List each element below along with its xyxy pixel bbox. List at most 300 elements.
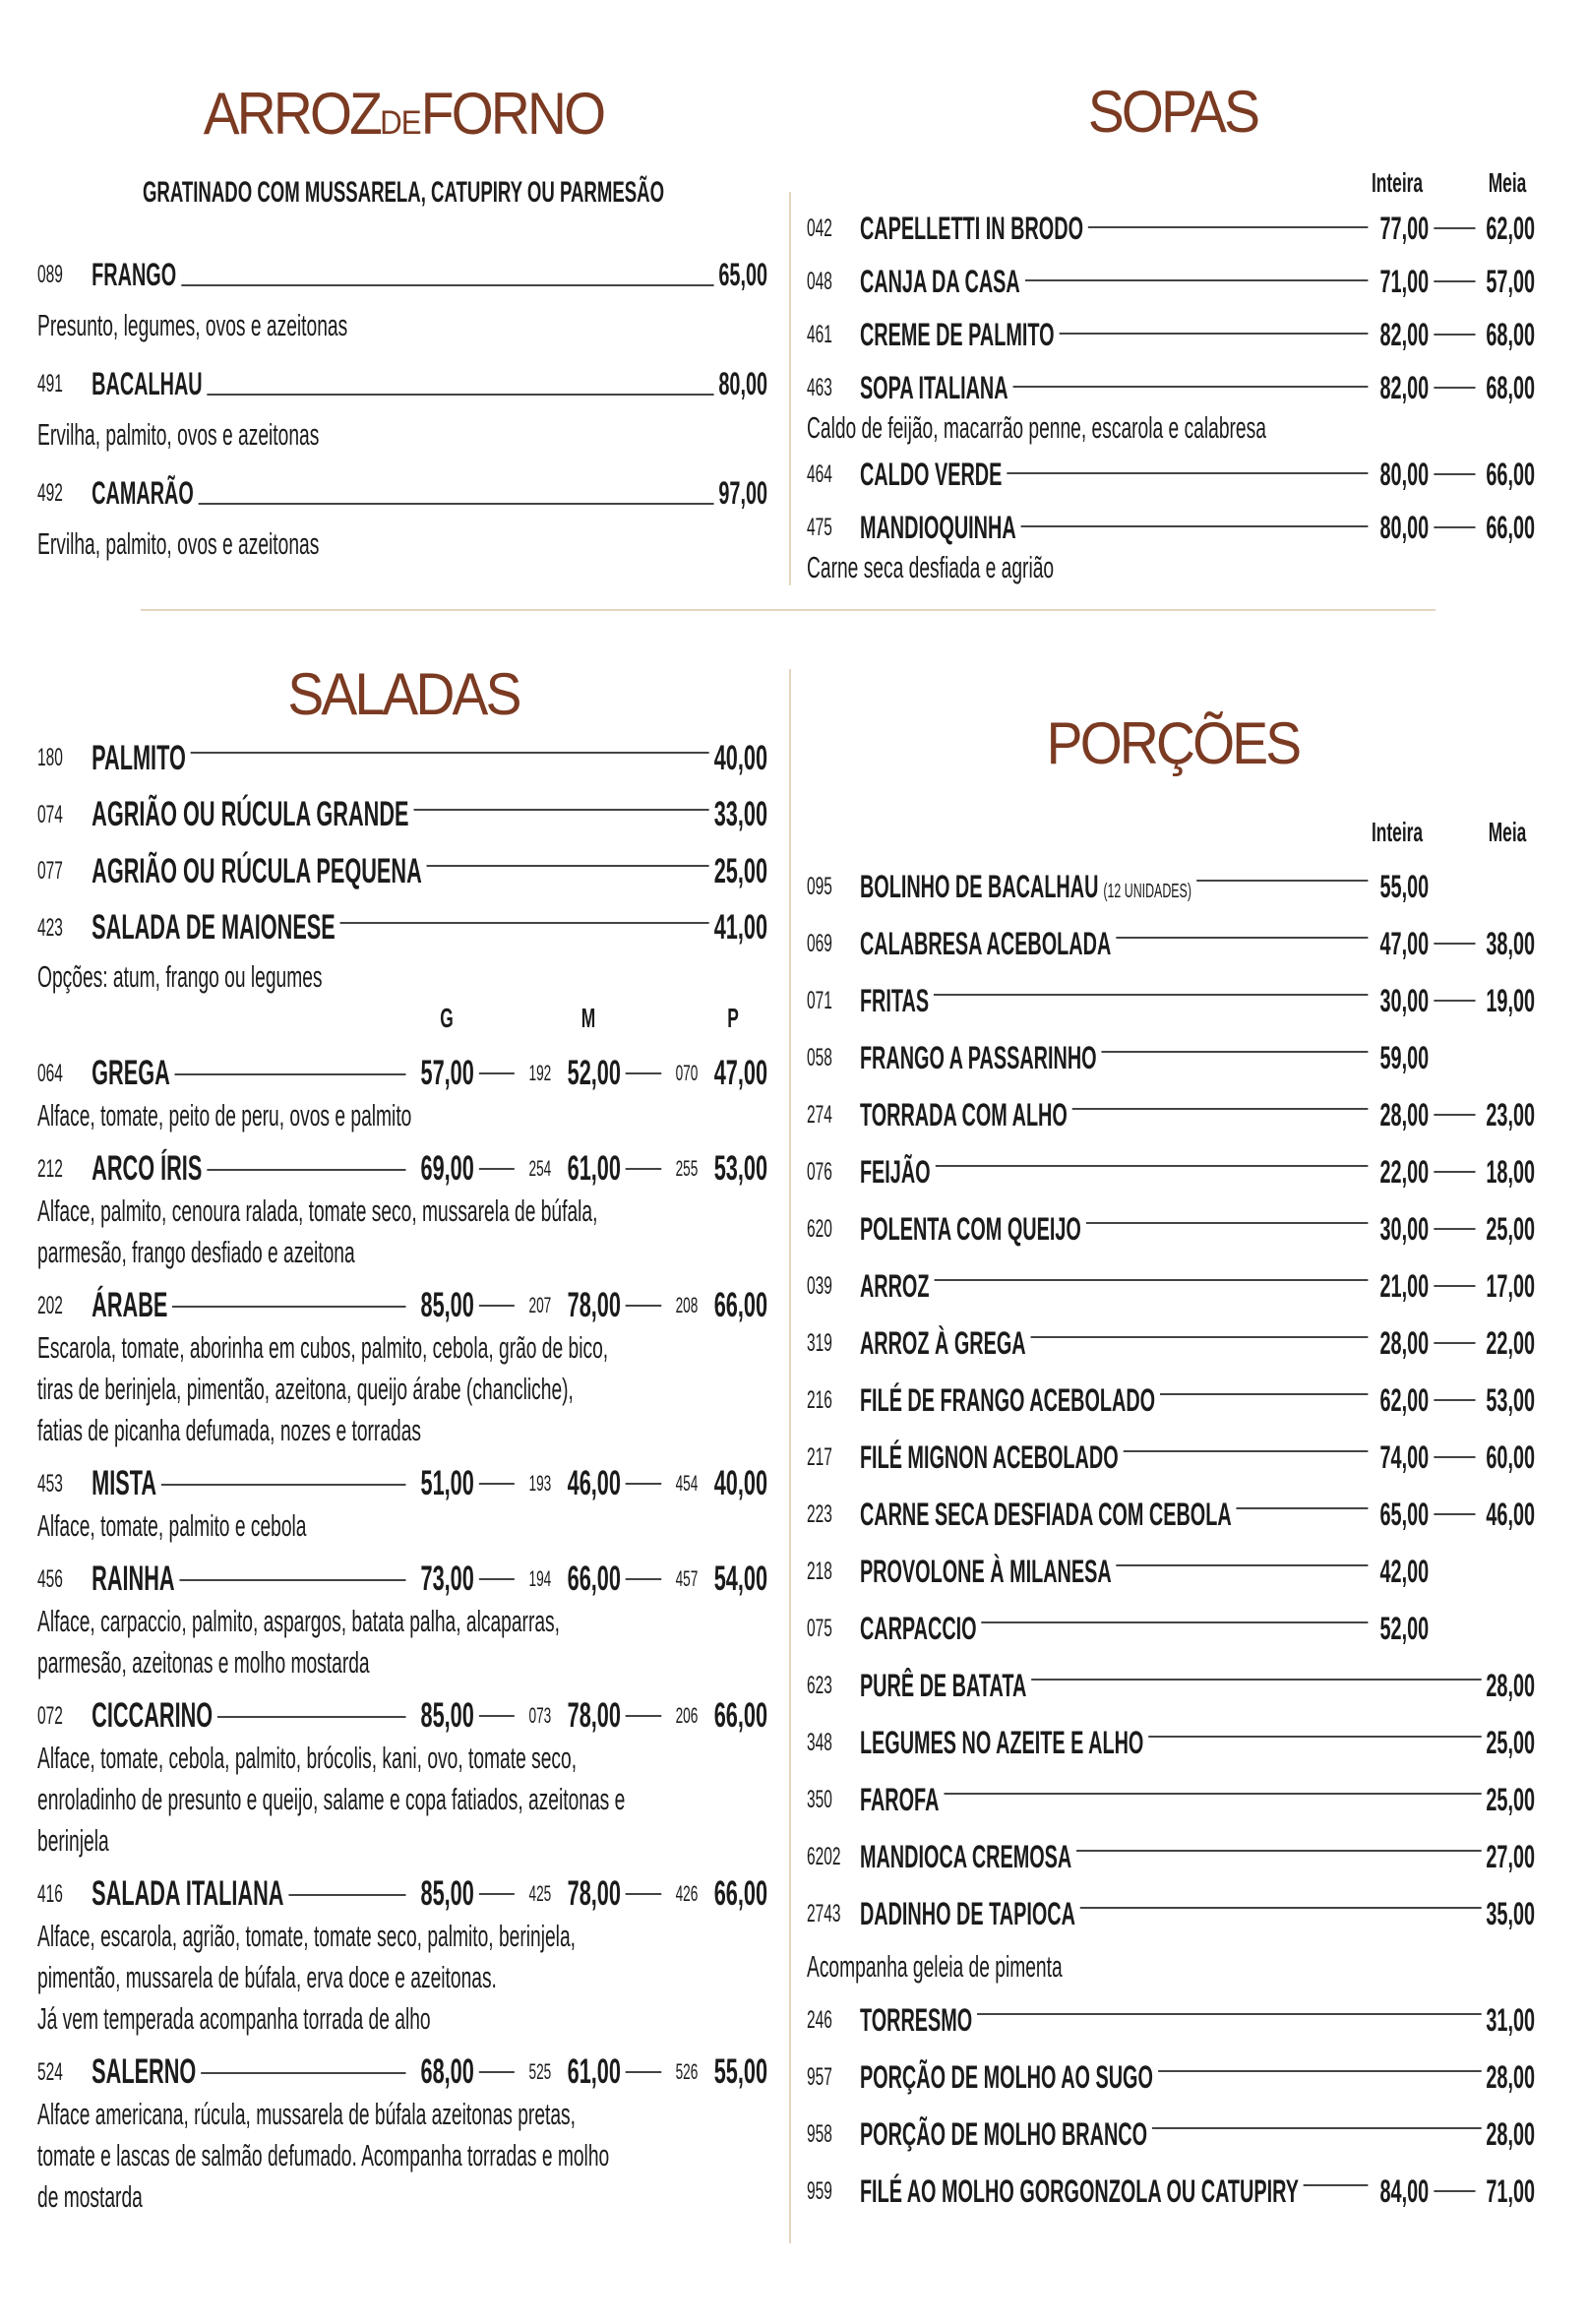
- leader-line: [479, 1893, 515, 1895]
- item-price: 33,00: [713, 795, 768, 834]
- menu-item: [37, 1462, 767, 1547]
- leader-line: [1434, 2190, 1475, 2192]
- menu-item: [37, 1872, 767, 2040]
- leader-line: [181, 263, 713, 286]
- size-m-code: 525: [528, 2059, 552, 2084]
- leader-line: [1007, 451, 1368, 474]
- price-m: 78,00: [567, 1874, 621, 1913]
- item-name: CICCARINO: [92, 1696, 214, 1735]
- leader-line: [1434, 1000, 1475, 1002]
- menu-item: [37, 787, 767, 844]
- meia-group: [1429, 2173, 1535, 2210]
- item-description: Alface, tomate, palmito e cebola: [37, 1508, 307, 1543]
- item-name: [860, 457, 1002, 493]
- arroz-list: [37, 250, 767, 578]
- title-word: FORNO: [420, 81, 604, 147]
- price-meia: 68,00: [1486, 369, 1536, 405]
- price-m: 78,00: [567, 1696, 621, 1735]
- item-row: [807, 2106, 1535, 2163]
- price-inteira: 59,00: [1379, 1039, 1430, 1075]
- leader-line: [1434, 526, 1475, 528]
- title-word: ARROZ: [203, 81, 381, 147]
- leader-line: [479, 1305, 515, 1307]
- meia-group: [1429, 1211, 1535, 1248]
- leader-line: [1434, 943, 1475, 945]
- price-p: 40,00: [713, 1464, 768, 1502]
- item-name: [860, 2116, 1147, 2153]
- leader-line: [1076, 1828, 1481, 1852]
- leader-line: [1124, 1429, 1369, 1452]
- menu-item: [807, 1600, 1535, 1657]
- price-p: 55,00: [713, 2052, 768, 2091]
- item-name-text: PORÇÃO DE MOLHO BRANCO: [859, 2115, 1148, 2152]
- item-row: [37, 1558, 767, 1601]
- price-meia: 46,00: [1486, 1496, 1536, 1532]
- price-g: 85,00: [420, 1874, 474, 1913]
- leader-line: [172, 1284, 405, 1308]
- item-price: 31,00: [1486, 2001, 1536, 2038]
- item-name: RAINHA: [92, 1560, 175, 1598]
- leader-line: [626, 1072, 661, 1074]
- leader-line: [207, 1147, 405, 1171]
- item-code: 077: [37, 857, 63, 886]
- leader-line: [1031, 1657, 1481, 1681]
- item-code: 492: [37, 478, 63, 507]
- item-name: [860, 2173, 1299, 2210]
- item-code: 957: [807, 2062, 832, 2091]
- leader-line: [1434, 1399, 1475, 1401]
- item-row: [807, 1885, 1535, 1942]
- leader-line: [1237, 1486, 1369, 1509]
- item-row: [37, 2050, 767, 2094]
- leader-line: [1021, 504, 1369, 527]
- item-name: SALADA ITALIANA: [92, 1874, 284, 1913]
- item-row: [807, 1486, 1535, 1543]
- item-row: [807, 504, 1535, 551]
- item-price: 80,00: [718, 365, 768, 401]
- item-name-text: FILÉ DE FRANGO ACEBOLADO: [859, 1381, 1156, 1418]
- menu-item: [807, 2163, 1535, 2220]
- sopas-col-meia: Meia: [1488, 167, 1527, 198]
- item-name-text: SOPA ITALIANA: [859, 369, 1008, 405]
- size-label-g: G: [440, 1003, 454, 1033]
- item-price: 28,00: [1486, 2115, 1536, 2152]
- price-inteira: 21,00: [1379, 1267, 1430, 1304]
- section-title-porcoes: PORÇÕES: [1046, 710, 1300, 776]
- item-code: 463: [807, 373, 832, 401]
- price-m: 46,00: [567, 1464, 621, 1502]
- item-name: [860, 1439, 1119, 1476]
- item-name: ÁRABE: [92, 1286, 168, 1324]
- sopas-col-inteira: Inteira: [1371, 167, 1424, 198]
- item-code: 350: [807, 1785, 832, 1813]
- leader-line: [479, 1483, 515, 1485]
- item-code: 217: [807, 1442, 832, 1471]
- item-name: [860, 2059, 1153, 2096]
- item-row: [807, 2049, 1535, 2106]
- item-name: MISTA: [92, 1464, 157, 1502]
- price-inteira: 80,00: [1379, 456, 1430, 492]
- item-name-text: ARROZ: [859, 1267, 930, 1304]
- item-description: parmesão, frango desfiado e azeitona: [37, 1235, 355, 1269]
- size-m-code: 194: [528, 1566, 552, 1591]
- size-m-code: 193: [528, 1471, 552, 1496]
- leader-line: [1117, 1543, 1369, 1566]
- price-meia: 22,00: [1486, 1324, 1536, 1361]
- item-row: [807, 2163, 1535, 2220]
- item-code: 072: [37, 1701, 63, 1730]
- leader-line: [1013, 364, 1369, 388]
- price-p: 66,00: [713, 1696, 768, 1735]
- item-description: Acompanha geleia de pimenta: [807, 1949, 1063, 1984]
- item-name: [860, 1040, 1097, 1076]
- size-p-code: 526: [675, 2059, 699, 2084]
- meia-group: [1429, 1268, 1535, 1305]
- leader-line: [1158, 2049, 1482, 2072]
- leader-line: [1160, 1372, 1368, 1395]
- price-inteira: 22,00: [1379, 1153, 1430, 1190]
- item-row: [37, 843, 767, 900]
- item-price: 25,00: [1486, 1781, 1536, 1817]
- meia-group: [1429, 370, 1535, 406]
- price-inteira: 28,00: [1379, 1324, 1430, 1361]
- price-p: 53,00: [713, 1149, 768, 1188]
- menu-item: [807, 451, 1535, 498]
- sizes-group: [474, 1696, 767, 1736]
- item-name-text: BOLINHO DE BACALHAU: [859, 868, 1099, 904]
- item-row: [37, 1872, 767, 1916]
- price-g: 68,00: [420, 2052, 474, 2091]
- meia-group: [1429, 1325, 1535, 1362]
- item-description: de mostarda: [37, 2179, 143, 2214]
- price-inteira: 47,00: [1379, 925, 1430, 961]
- leader-line: [626, 1893, 661, 1895]
- price-inteira: 30,00: [1379, 1210, 1430, 1247]
- size-p-code: 070: [675, 1061, 699, 1085]
- sizes-group: [474, 1149, 767, 1189]
- size-p-code: 457: [675, 1566, 699, 1591]
- sizes-group: [474, 1286, 767, 1325]
- price-m: 61,00: [567, 2052, 621, 2091]
- leader-line: [161, 1462, 405, 1486]
- item-code: 958: [807, 2119, 832, 2148]
- item-row: [37, 250, 767, 299]
- menu-item: [807, 2106, 1535, 2163]
- leader-line: [340, 900, 709, 924]
- item-description: Alface, escarola, agrião, tomate, tomate seco, palmito, berinjela,: [37, 1919, 576, 1953]
- price-meia: 23,00: [1486, 1096, 1536, 1132]
- price-inteira: 52,00: [1379, 1610, 1430, 1646]
- leader-line: [934, 1257, 1368, 1281]
- price-meia: 62,00: [1486, 210, 1536, 246]
- size-p-code: 208: [675, 1293, 699, 1317]
- price-g: 51,00: [420, 1464, 474, 1502]
- item-code: 274: [807, 1100, 832, 1129]
- size-m-code: 425: [528, 1881, 552, 1906]
- sizes-group: [474, 1464, 767, 1503]
- item-row: [37, 468, 767, 518]
- item-row: [807, 1200, 1535, 1257]
- meia-group: [1429, 1497, 1535, 1533]
- item-row: [807, 1315, 1535, 1372]
- leader-line: [208, 372, 714, 396]
- section-title-saladas: SALADAS: [287, 661, 519, 727]
- size-label-m: M: [580, 1003, 596, 1033]
- meia-group: [1429, 1382, 1535, 1419]
- menu-item: [807, 1771, 1535, 1828]
- item-name: [860, 510, 1016, 546]
- item-name: AGRIÃO OU RÚCULA GRANDE: [92, 795, 409, 834]
- leader-line: [201, 2050, 405, 2074]
- item-name-text: CARPACCIO: [859, 1610, 977, 1646]
- menu-item: [807, 1086, 1535, 1143]
- sizes-group: [474, 1874, 767, 1914]
- menu-item: [807, 1029, 1535, 1086]
- item-name: [860, 1554, 1112, 1590]
- leader-line: [1434, 1513, 1475, 1515]
- item-row: [807, 1600, 1535, 1657]
- item-name: [860, 2002, 972, 2039]
- sizes-group: [474, 1054, 767, 1093]
- price-inteira: 82,00: [1379, 369, 1430, 405]
- menu-item: [37, 1694, 767, 1862]
- leader-line: [1031, 1315, 1369, 1338]
- leader-line: [1080, 1885, 1482, 1909]
- item-code: 064: [37, 1059, 63, 1087]
- price-g: 85,00: [420, 1286, 474, 1324]
- item-description: tiras de berinjela, pimentão, azeitona, queijo árabe (chancliche),: [37, 1372, 574, 1406]
- price-p: 66,00: [713, 1286, 768, 1324]
- leader-line: [1025, 258, 1368, 281]
- item-name-text: FEIJÃO: [859, 1153, 931, 1190]
- leader-line: [1434, 1114, 1475, 1116]
- item-code: 959: [807, 2176, 832, 2205]
- menu-item: [37, 1558, 767, 1683]
- item-code: 348: [807, 1728, 832, 1756]
- item-code: 464: [807, 459, 832, 488]
- menu-item: [807, 1885, 1535, 1991]
- price-inteira: 77,00: [1379, 210, 1430, 246]
- item-row: [807, 1372, 1535, 1429]
- size-m-code: 073: [528, 1703, 552, 1728]
- price-inteira: 65,00: [1379, 1496, 1430, 1532]
- item-name-text: DADINHO DE TAPIOCA: [859, 1895, 1075, 1931]
- menu-item: [807, 205, 1535, 252]
- size-p-code: 426: [675, 1881, 699, 1906]
- sizes-group: [474, 1560, 767, 1599]
- item-row: [807, 451, 1535, 498]
- menu-item: [37, 843, 767, 900]
- meia-group: [1429, 510, 1535, 546]
- item-code: 202: [37, 1291, 63, 1319]
- item-row: [807, 1714, 1535, 1771]
- item-price: 27,00: [1486, 1838, 1536, 1874]
- price-g: 69,00: [420, 1149, 474, 1188]
- item-code: 423: [37, 913, 63, 942]
- item-code: 075: [807, 1614, 832, 1642]
- leader-line: [479, 1578, 515, 1580]
- item-price: 25,00: [713, 851, 768, 890]
- item-name-text: FRITAS: [859, 982, 930, 1018]
- price-meia: 66,00: [1486, 456, 1536, 492]
- item-description: parmesão, azeitonas e molho mostarda: [37, 1645, 370, 1680]
- item-description: Ervilha, palmito, ovos e azeitonas: [37, 417, 320, 452]
- menu-item: [807, 1257, 1535, 1315]
- leader-line: [1086, 1200, 1368, 1224]
- leader-line: [1434, 280, 1475, 282]
- leader-line: [1088, 205, 1368, 228]
- leader-line: [977, 1991, 1481, 2015]
- leader-line: [479, 1072, 515, 1074]
- item-description: Escarola, tomate, aborinha em cubos, palmito, cebola, grão de bico,: [37, 1330, 609, 1365]
- price-g: 85,00: [420, 1696, 474, 1735]
- item-name: AGRIÃO OU RÚCULA PEQUENA: [92, 851, 422, 890]
- menu-item: [807, 858, 1535, 915]
- meia-group: [1429, 457, 1535, 493]
- item-name-text: CALABRESA ACEBOLADA: [859, 925, 1112, 961]
- price-meia: 38,00: [1486, 925, 1536, 961]
- item-name: SALERNO: [92, 2052, 197, 2091]
- item-row: [37, 1147, 767, 1191]
- saladas-sized-list: [37, 1052, 767, 2229]
- item-row: [807, 1657, 1535, 1714]
- size-p-code: 454: [675, 1471, 699, 1496]
- price-meia: 53,00: [1486, 1381, 1536, 1418]
- item-name: BACALHAU: [92, 365, 203, 401]
- item-name-text: FILÉ AO MOLHO GORGONZOLA OU CATUPIRY: [859, 2172, 1299, 2209]
- item-code: 058: [807, 1043, 832, 1071]
- price-p: 66,00: [713, 1874, 768, 1913]
- price-m: 52,00: [567, 1054, 621, 1092]
- item-name: [860, 1268, 930, 1305]
- item-name: CAMARÃO: [92, 474, 194, 511]
- leader-line: [1060, 311, 1369, 335]
- leader-line: [944, 1771, 1481, 1795]
- item-name-text: ARROZ À GREGA: [859, 1324, 1026, 1361]
- item-row: [37, 1694, 767, 1738]
- item-name-text: FRANGO A PASSARINHO: [859, 1039, 1097, 1075]
- leader-line: [180, 1558, 406, 1581]
- menu-item: [807, 1429, 1535, 1486]
- item-row: [807, 1771, 1535, 1828]
- item-code: 042: [807, 214, 832, 242]
- item-code: 456: [37, 1564, 63, 1593]
- item-description: Alface, tomate, cebola, palmito, brócolis, kani, ovo, tomate seco,: [37, 1741, 578, 1775]
- item-code: 491: [37, 369, 63, 398]
- item-name-text: CALDO VERDE: [859, 456, 1003, 492]
- section-title-arroz-de-forno: [203, 81, 604, 147]
- menu-item: [37, 468, 767, 571]
- porcoes-list: [807, 858, 1535, 2220]
- item-code: 319: [807, 1328, 832, 1357]
- price-m: 61,00: [567, 1149, 621, 1188]
- sopas-list: [807, 205, 1535, 590]
- item-name: [860, 1497, 1232, 1533]
- item-name: [860, 1325, 1026, 1362]
- item-description: Presunto, legumes, ovos e azeitonas: [37, 308, 348, 342]
- leader-line: [626, 2071, 661, 2073]
- item-row: [37, 1052, 767, 1095]
- size-m-code: 207: [528, 1293, 552, 1317]
- leader-line: [191, 730, 709, 754]
- item-name: PALMITO: [92, 738, 186, 777]
- menu-item: [807, 311, 1535, 358]
- menu-item: [807, 1315, 1535, 1372]
- item-name: FRANGO: [92, 256, 177, 292]
- item-description: Alface, palmito, cenoura ralada, tomate seco, mussarela de búfala,: [37, 1193, 598, 1228]
- item-row: [37, 900, 767, 957]
- menu-item: [807, 504, 1535, 584]
- item-code: 180: [37, 744, 63, 772]
- size-m-code: 254: [528, 1156, 552, 1181]
- price-inteira: 28,00: [1379, 1096, 1430, 1132]
- item-row: [37, 787, 767, 844]
- column-divider-bottom: [789, 669, 791, 2243]
- price-p: 54,00: [713, 1560, 768, 1598]
- menu-item: [807, 1828, 1535, 1885]
- item-description: tomate e lascas de salmão defumado. Acompanha torradas e molho: [37, 2138, 610, 2172]
- menu-item: [807, 972, 1535, 1029]
- price-inteira: 42,00: [1379, 1553, 1430, 1589]
- price-inteira: 80,00: [1379, 509, 1430, 545]
- leader-line: [1304, 2163, 1368, 2186]
- leader-line: [288, 1872, 405, 1896]
- item-name: [860, 1782, 939, 1818]
- menu-item: [37, 1052, 767, 1136]
- item-name-text: CAPELLETTI IN BRODO: [859, 210, 1083, 246]
- meia-group: [1429, 1097, 1535, 1133]
- leader-line: [413, 787, 708, 811]
- item-code: 218: [807, 1557, 832, 1585]
- meia-group: [1429, 926, 1535, 962]
- menu-item: [37, 250, 767, 352]
- item-name-text: PROVOLONE À MILANESA: [859, 1553, 1112, 1589]
- item-row: [807, 1429, 1535, 1486]
- item-name-text: FAROFA: [859, 1781, 940, 1817]
- leader-line: [199, 481, 714, 505]
- item-price: 41,00: [713, 908, 768, 948]
- item-description: Carne seca desfiada e agrião: [807, 550, 1055, 584]
- item-code: 524: [37, 2057, 63, 2086]
- item-description: berinjela: [37, 1823, 109, 1858]
- item-row: [807, 915, 1535, 972]
- leader-line: [1434, 1342, 1475, 1344]
- leader-line: [1196, 858, 1368, 882]
- column-divider-top: [789, 192, 791, 585]
- leader-line: [217, 1694, 405, 1718]
- menu-item: [37, 2050, 767, 2218]
- item-code: 2743: [807, 1899, 841, 1927]
- price-inteira: 74,00: [1379, 1438, 1430, 1475]
- leader-line: [1434, 387, 1475, 389]
- porcoes-col-inteira: Inteira: [1371, 817, 1424, 847]
- leader-line: [1102, 1029, 1369, 1053]
- menu-item: [807, 1714, 1535, 1771]
- leader-line: [626, 1715, 661, 1717]
- size-label-p: P: [727, 1003, 739, 1033]
- leader-line: [626, 1305, 661, 1307]
- leader-line: [479, 2071, 515, 2073]
- item-code: 461: [807, 320, 832, 348]
- leader-line: [1434, 1228, 1475, 1230]
- meia-group: [1429, 1439, 1535, 1476]
- menu-item: [807, 364, 1535, 445]
- item-code: 453: [37, 1469, 63, 1498]
- menu-item: [807, 1372, 1535, 1429]
- item-price: 40,00: [713, 738, 768, 777]
- menu-item: [807, 258, 1535, 305]
- price-meia: 19,00: [1486, 982, 1536, 1018]
